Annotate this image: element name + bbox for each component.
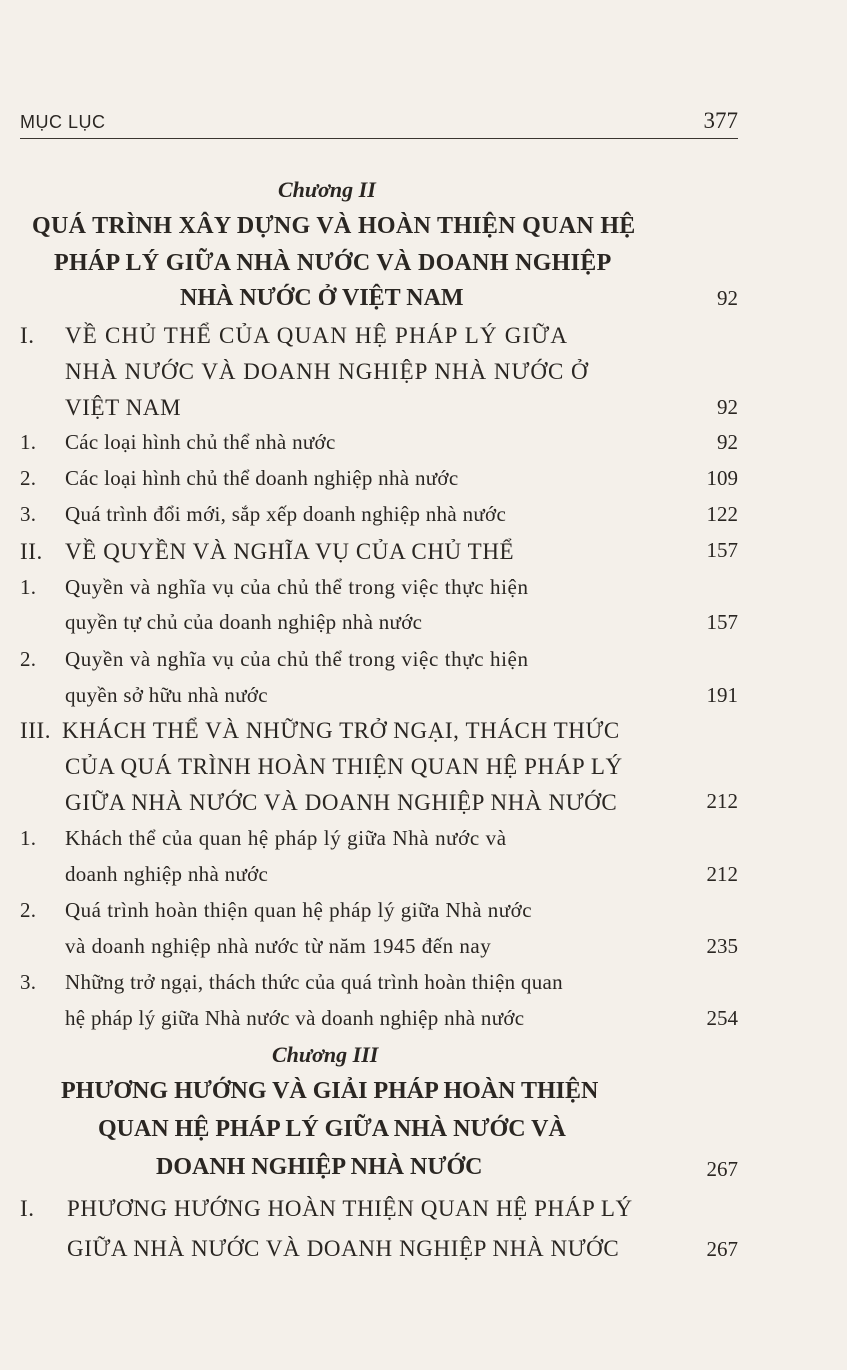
page-number: 267 <box>706 1157 738 1181</box>
page-number: 157 <box>706 610 738 634</box>
item-title-line: và doanh nghiệp nhà nước từ năm 1945 đến nay <box>65 934 492 958</box>
page-number: 92 <box>717 286 738 310</box>
page-number: 157 <box>706 538 738 562</box>
page-number: 267 <box>706 1237 738 1261</box>
section-number: I. <box>20 323 35 348</box>
item-title-line: Quyền và nghĩa vụ của chủ thể trong việc thực hiện <box>65 575 529 599</box>
page-number: 191 <box>706 683 738 707</box>
header-page-number: 377 <box>703 108 738 133</box>
item-title-line: Quá trình đổi mới, sắp xếp doanh nghiệp nhà nước <box>65 502 507 526</box>
page-number: 92 <box>717 395 738 419</box>
header-title: MỤC LỤC <box>20 112 106 132</box>
section-title-line: CỦA QUÁ TRÌNH HOÀN THIỆN QUAN HỆ PHÁP LÝ <box>65 754 623 779</box>
item-number: 3. <box>20 502 37 526</box>
chapter-label: Chương III <box>272 1042 379 1067</box>
item-number: 2. <box>20 466 37 490</box>
page-number: 212 <box>706 862 738 886</box>
item-title-line: Quá trình hoàn thiện quan hệ pháp lý giữa Nhà nước <box>65 898 533 922</box>
chapter-label: Chương II <box>278 177 376 202</box>
chapter-title-line: QUÁ TRÌNH XÂY DỰNG VÀ HOÀN THIỆN QUAN HỆ <box>32 213 636 239</box>
chapter-title-line: DOANH NGHIỆP NHÀ NƯỚC <box>156 1154 483 1180</box>
section-number: II. <box>20 539 43 564</box>
section-title-line: PHƯƠNG HƯỚNG HOÀN THIỆN QUAN HỆ PHÁP LÝ <box>67 1196 633 1221</box>
item-number: 2. <box>20 898 37 922</box>
section-title-line: VIỆT NAM <box>65 395 182 420</box>
page-number: 92 <box>717 430 738 454</box>
chapter-title-line: QUAN HỆ PHÁP LÝ GIỮA NHÀ NƯỚC VÀ <box>98 1116 566 1142</box>
section-number: III. <box>20 718 52 743</box>
chapter-title-line: NHÀ NƯỚC Ở VIỆT NAM <box>180 285 464 311</box>
item-title-line: doanh nghiệp nhà nước <box>65 862 269 886</box>
item-title-line: quyền tự chủ của doanh nghiệp nhà nước <box>65 610 423 634</box>
item-number: 1. <box>20 575 37 599</box>
page-number: 122 <box>706 502 738 526</box>
section-title-line: GIỮA NHÀ NƯỚC VÀ DOANH NGHIỆP NHÀ NƯỚC <box>67 1236 620 1261</box>
section-title-line: KHÁCH THỂ VÀ NHỮNG TRỞ NGẠI, THÁCH THỨC <box>62 718 620 743</box>
section-title-line: GIỮA NHÀ NƯỚC VÀ DOANH NGHIỆP NHÀ NƯỚC <box>65 790 618 815</box>
item-number: 2. <box>20 647 37 671</box>
item-number: 1. <box>20 430 37 454</box>
item-number: 3. <box>20 970 37 994</box>
item-title-line: hệ pháp lý giữa Nhà nước và doanh nghiệp nhà nước <box>65 1006 525 1030</box>
section-title-line: NHÀ NƯỚC VÀ DOANH NGHIỆP NHÀ NƯỚC Ở <box>65 359 589 384</box>
page-number: 254 <box>706 1006 738 1030</box>
item-title-line: Khách thể của quan hệ pháp lý giữa Nhà nước và <box>65 826 507 850</box>
page-number: 109 <box>706 466 738 490</box>
item-title-line: Những trở ngại, thách thức của quá trình hoàn thiện quan <box>65 970 563 994</box>
item-title-line: Các loại hình chủ thể nhà nước <box>65 430 336 454</box>
section-number: I. <box>20 1196 35 1221</box>
item-title-line: quyền sở hữu nhà nước <box>65 683 268 707</box>
chapter-title-line: PHƯƠNG HƯỚNG VÀ GIẢI PHÁP HOÀN THIỆN <box>61 1078 599 1104</box>
item-title-line: Quyền và nghĩa vụ của chủ thể trong việc thực hiện <box>65 647 529 671</box>
page-number: 212 <box>706 789 738 813</box>
section-title-line: VỀ QUYỀN VÀ NGHĨA VỤ CỦA CHỦ THỂ <box>65 539 515 564</box>
page-number: 235 <box>706 934 738 958</box>
item-title-line: Các loại hình chủ thể doanh nghiệp nhà nước <box>65 466 459 490</box>
chapter-title-line: PHÁP LÝ GIỮA NHÀ NƯỚC VÀ DOANH NGHIỆP <box>54 250 612 276</box>
item-number: 1. <box>20 826 37 850</box>
section-title-line: VỀ CHỦ THỂ CỦA QUAN HỆ PHÁP LÝ GIỮA <box>65 323 569 348</box>
